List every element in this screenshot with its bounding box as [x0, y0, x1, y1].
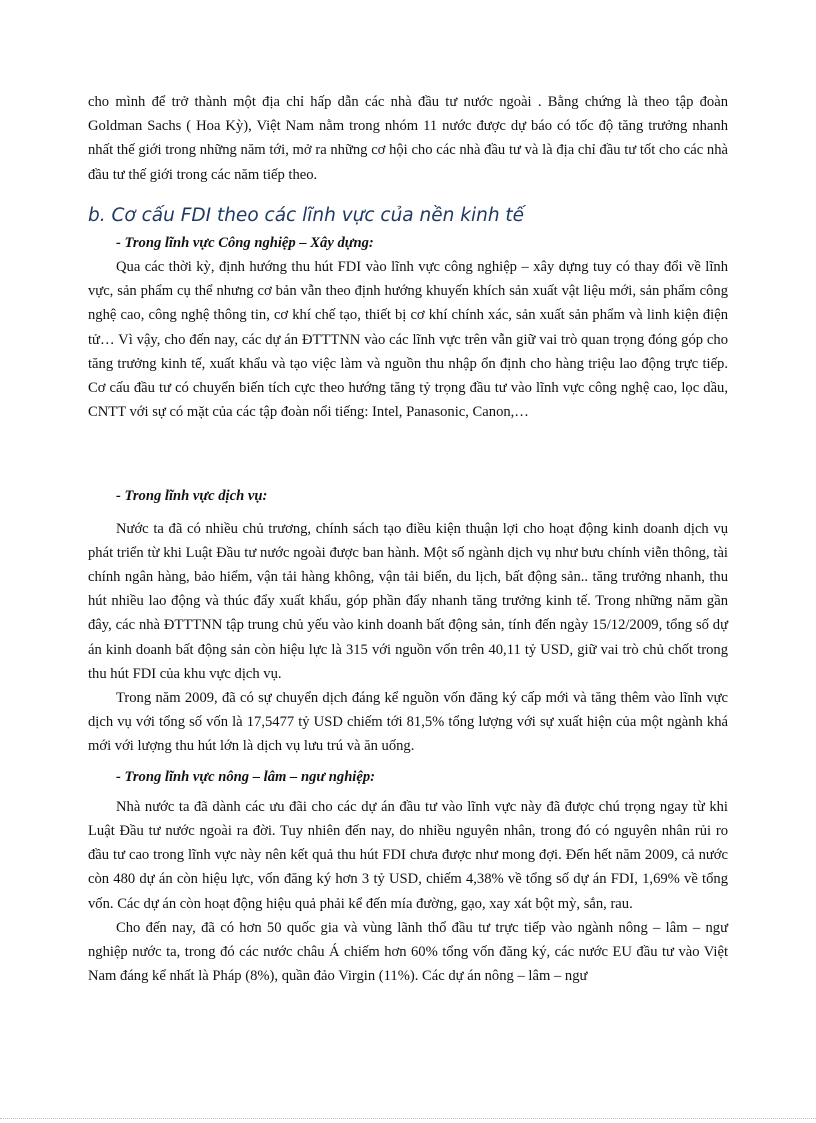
services-paragraph-1: Nước ta đã có nhiều chủ trương, chính sách tạo điều kiện thuận lợi cho hoạt động kinh doanh dịch vụ phát triển từ khi Luật Đầu tư nước ngoài được ban hành. Một số ngành dịch vụ như bưu chính viễn thông, tài chính ngân hàng, bảo hiểm, vận tải hàng không, vận tải biển, du lịch, bất động sản.. tăng trưởng nhanh, thu hút nhiều lao động và thúc đẩy xuất khẩu, góp phần đẩy nhanh tăng trưởng kinh tế. Trong những năm gần đây, các nhà ĐTTTNN tập trung chủ yếu vào kinh doanh bất động sản, tính đến ngày 15/12/2009, tổng số dự án kinh doanh bất động sản còn hiệu lực là 315 với nguồn vốn trên 40,11 tỷ USD, giữ vai trò chủ chốt trong thu hút FDI của khu vực dịch vụ. [88, 520, 728, 682]
section-heading-b: b. Cơ cấu FDI theo các lĩnh vực của nền kinh tế [88, 204, 525, 226]
industry-paragraph: Qua các thời kỳ, định hướng thu hút FDI vào lĩnh vực công nghiệp – xây dựng tuy có thay đổi về lĩnh vực, sản phẩm cụ thể nhưng cơ bản vẫn theo định hướng khuyến khích sản xuất vật liệu mới, sản phẩm công nghệ cao, công nghệ thông tin, cơ khí chế tạo, thiết bị cơ khí chính xác, sản xuất sản phẩm và linh kiện điện tử… Vì vậy, cho đến nay, các dự án ĐTTTNN vào các lĩnh vực trên vẫn giữ vai trò quan trọng đóng góp cho tăng trưởng kinh tế, xuất khẩu và tạo việc làm và nguồn thu nhập ổn định cho hàng triệu lao động trực tiếp. Cơ cấu đầu tư có chuyển biến tích cực theo hướng tăng tỷ trọng đầu tư vào lĩnh vực công nghệ cao, lọc dầu, CNTT với sự có mặt của các tập đoàn nổi tiếng: Intel, Panasonic, Canon,… [88, 259, 728, 421]
agriculture-paragraph-2: Cho đến nay, đã có hơn 50 quốc gia và vùng lãnh thổ đầu tư trực tiếp vào ngành nông – lâm – ngư nghiệp nước ta, trong đó các nước châu Á chiếm hơn 60% tổng vốn đăng ký, các nước EU đầu tư vào Việt Nam đáng kể nhất là Pháp (8%), quần đảo Virgin (11%). Các dự án nông – lâm – ngư [88, 919, 728, 985]
subheading-services: - Trong lĩnh vực dịch vụ: [116, 488, 268, 505]
intro-paragraph: cho mình để trở thành một địa chỉ hấp dẫn các nhà đầu tư nước ngoài . Bằng chứng là theo tập đoàn Goldman Sachs ( Hoa Kỳ), Việt Nam nằm trong nhóm 11 nước được dự báo có tốc độ tăng trưởng nhanh nhất thế giới trong những năm tới, mở ra những cơ hội cho các nhà đầu tư và là địa chỉ đầu tư tốt cho các nhà đầu tư thế giới trong các năm tiếp theo. [88, 94, 728, 183]
agriculture-paragraph-1: Nhà nước ta đã dành các ưu đãi cho các dự án đầu tư vào lĩnh vực này đã được chú trọng ngay từ khi Luật Đầu tư nước ngoài ra đời. Tuy nhiên đến nay, do nhiều nguyên nhân, trong đó có nguyên nhân rủi ro đầu tư cao trong lĩnh vực này nên kết quả thu hút FDI chưa được như mong đợi. Đến hết năm 2009, cả nước còn 480 dự án còn hiệu lực, vốn đăng ký hơn 3 tỷ USD, chiếm 4,38% về tổng số dự án FDI, 1,69% về tổng vốn. Các dự án còn hoạt động hiệu quả phải kể đến mía đường, gạo, xay xát bột mỳ, sắn, rau. [88, 798, 728, 912]
subheading-agriculture: - Trong lĩnh vực nông – lâm – ngư nghiệp: [116, 768, 375, 785]
document-body [88, 90, 728, 989]
page-footer-divider [0, 1118, 816, 1119]
services-paragraph-2: Trong năm 2009, đã có sự chuyển dịch đáng kể nguồn vốn đăng ký cấp mới và tăng thêm vào lĩnh vực dịch vụ với tổng số vốn là 17,5477 tỷ USD chiếm tới 81,5% tổng lượng với sự xuất hiện của một ngành khá mới với lượng thu hút lớn là dịch vụ lưu trú và ăn uống. [88, 690, 728, 755]
subheading-industry: - Trong lĩnh vực Công nghiệp – Xây dựng: [116, 234, 374, 251]
